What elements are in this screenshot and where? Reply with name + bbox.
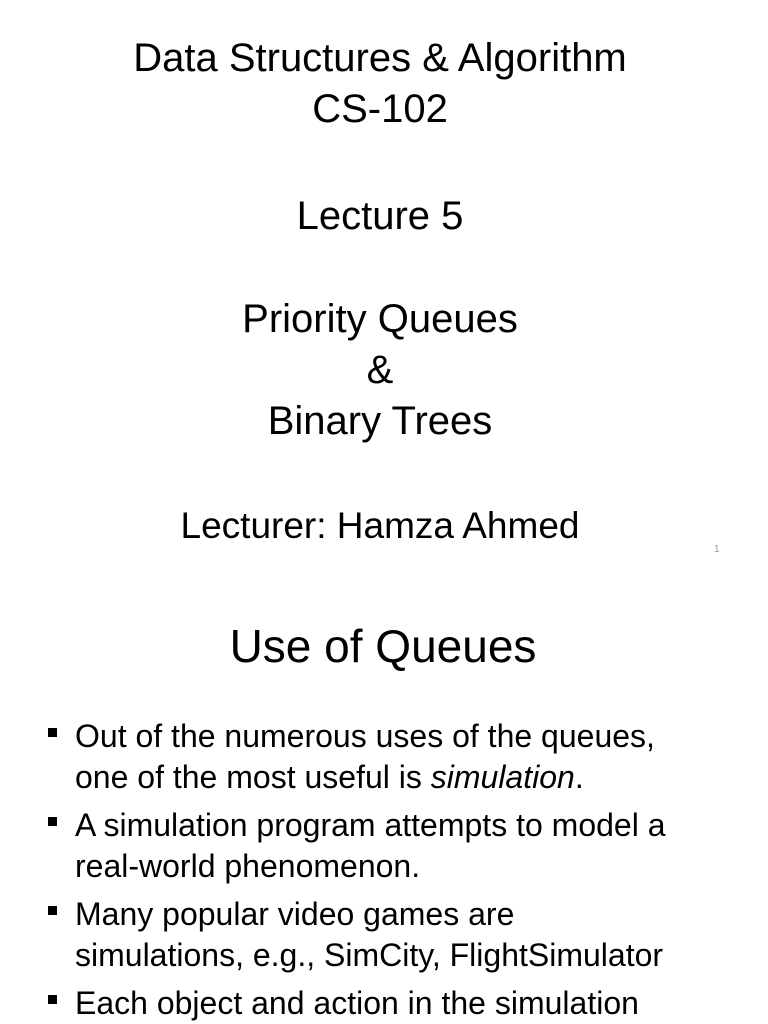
square-bullet-icon	[48, 995, 57, 1004]
square-bullet-icon	[48, 817, 57, 826]
topic-ampersand: &	[366, 348, 394, 392]
square-bullet-icon	[48, 906, 57, 915]
topic-priority-queues: Priority Queues	[242, 297, 518, 341]
bullet-item	[44, 983, 734, 1024]
emphasized-term: simulation	[430, 759, 575, 795]
bullet-text-line: Out of the numerous uses of the queues,	[75, 718, 655, 754]
square-bullet-icon	[48, 728, 57, 737]
bullet-item	[44, 716, 734, 798]
lecture-number: Lecture 5	[296, 194, 464, 238]
slide-title: Use of Queues	[229, 620, 537, 672]
course-title: Data Structures & Algorithm	[133, 36, 627, 80]
bullet-text-line: A simulation program attempts to model a	[75, 807, 666, 843]
bullet-item	[44, 894, 734, 976]
bullet-text-line	[75, 757, 734, 798]
topic-binary-trees: Binary Trees	[267, 399, 493, 443]
bullet-text-line: simulations, e.g., SimCity, FlightSimulator	[75, 937, 664, 973]
bullet-item	[44, 805, 734, 887]
lecturer-name: Lecturer: Hamza Ahmed	[180, 505, 580, 546]
bullet-text-prefix: one of the most useful is	[75, 759, 431, 795]
bullet-text-suffix: .	[574, 759, 584, 795]
content-slide	[0, 576, 768, 1024]
bullet-text-line: Each object and action in the simulation	[75, 985, 639, 1021]
bullet-list	[44, 716, 734, 1024]
slide-number: 1	[714, 544, 720, 555]
course-code: CS-102	[312, 87, 448, 131]
bullet-text-line: Many popular video games are	[75, 896, 515, 932]
bullet-text-line: real-world phenomenon.	[75, 848, 421, 884]
